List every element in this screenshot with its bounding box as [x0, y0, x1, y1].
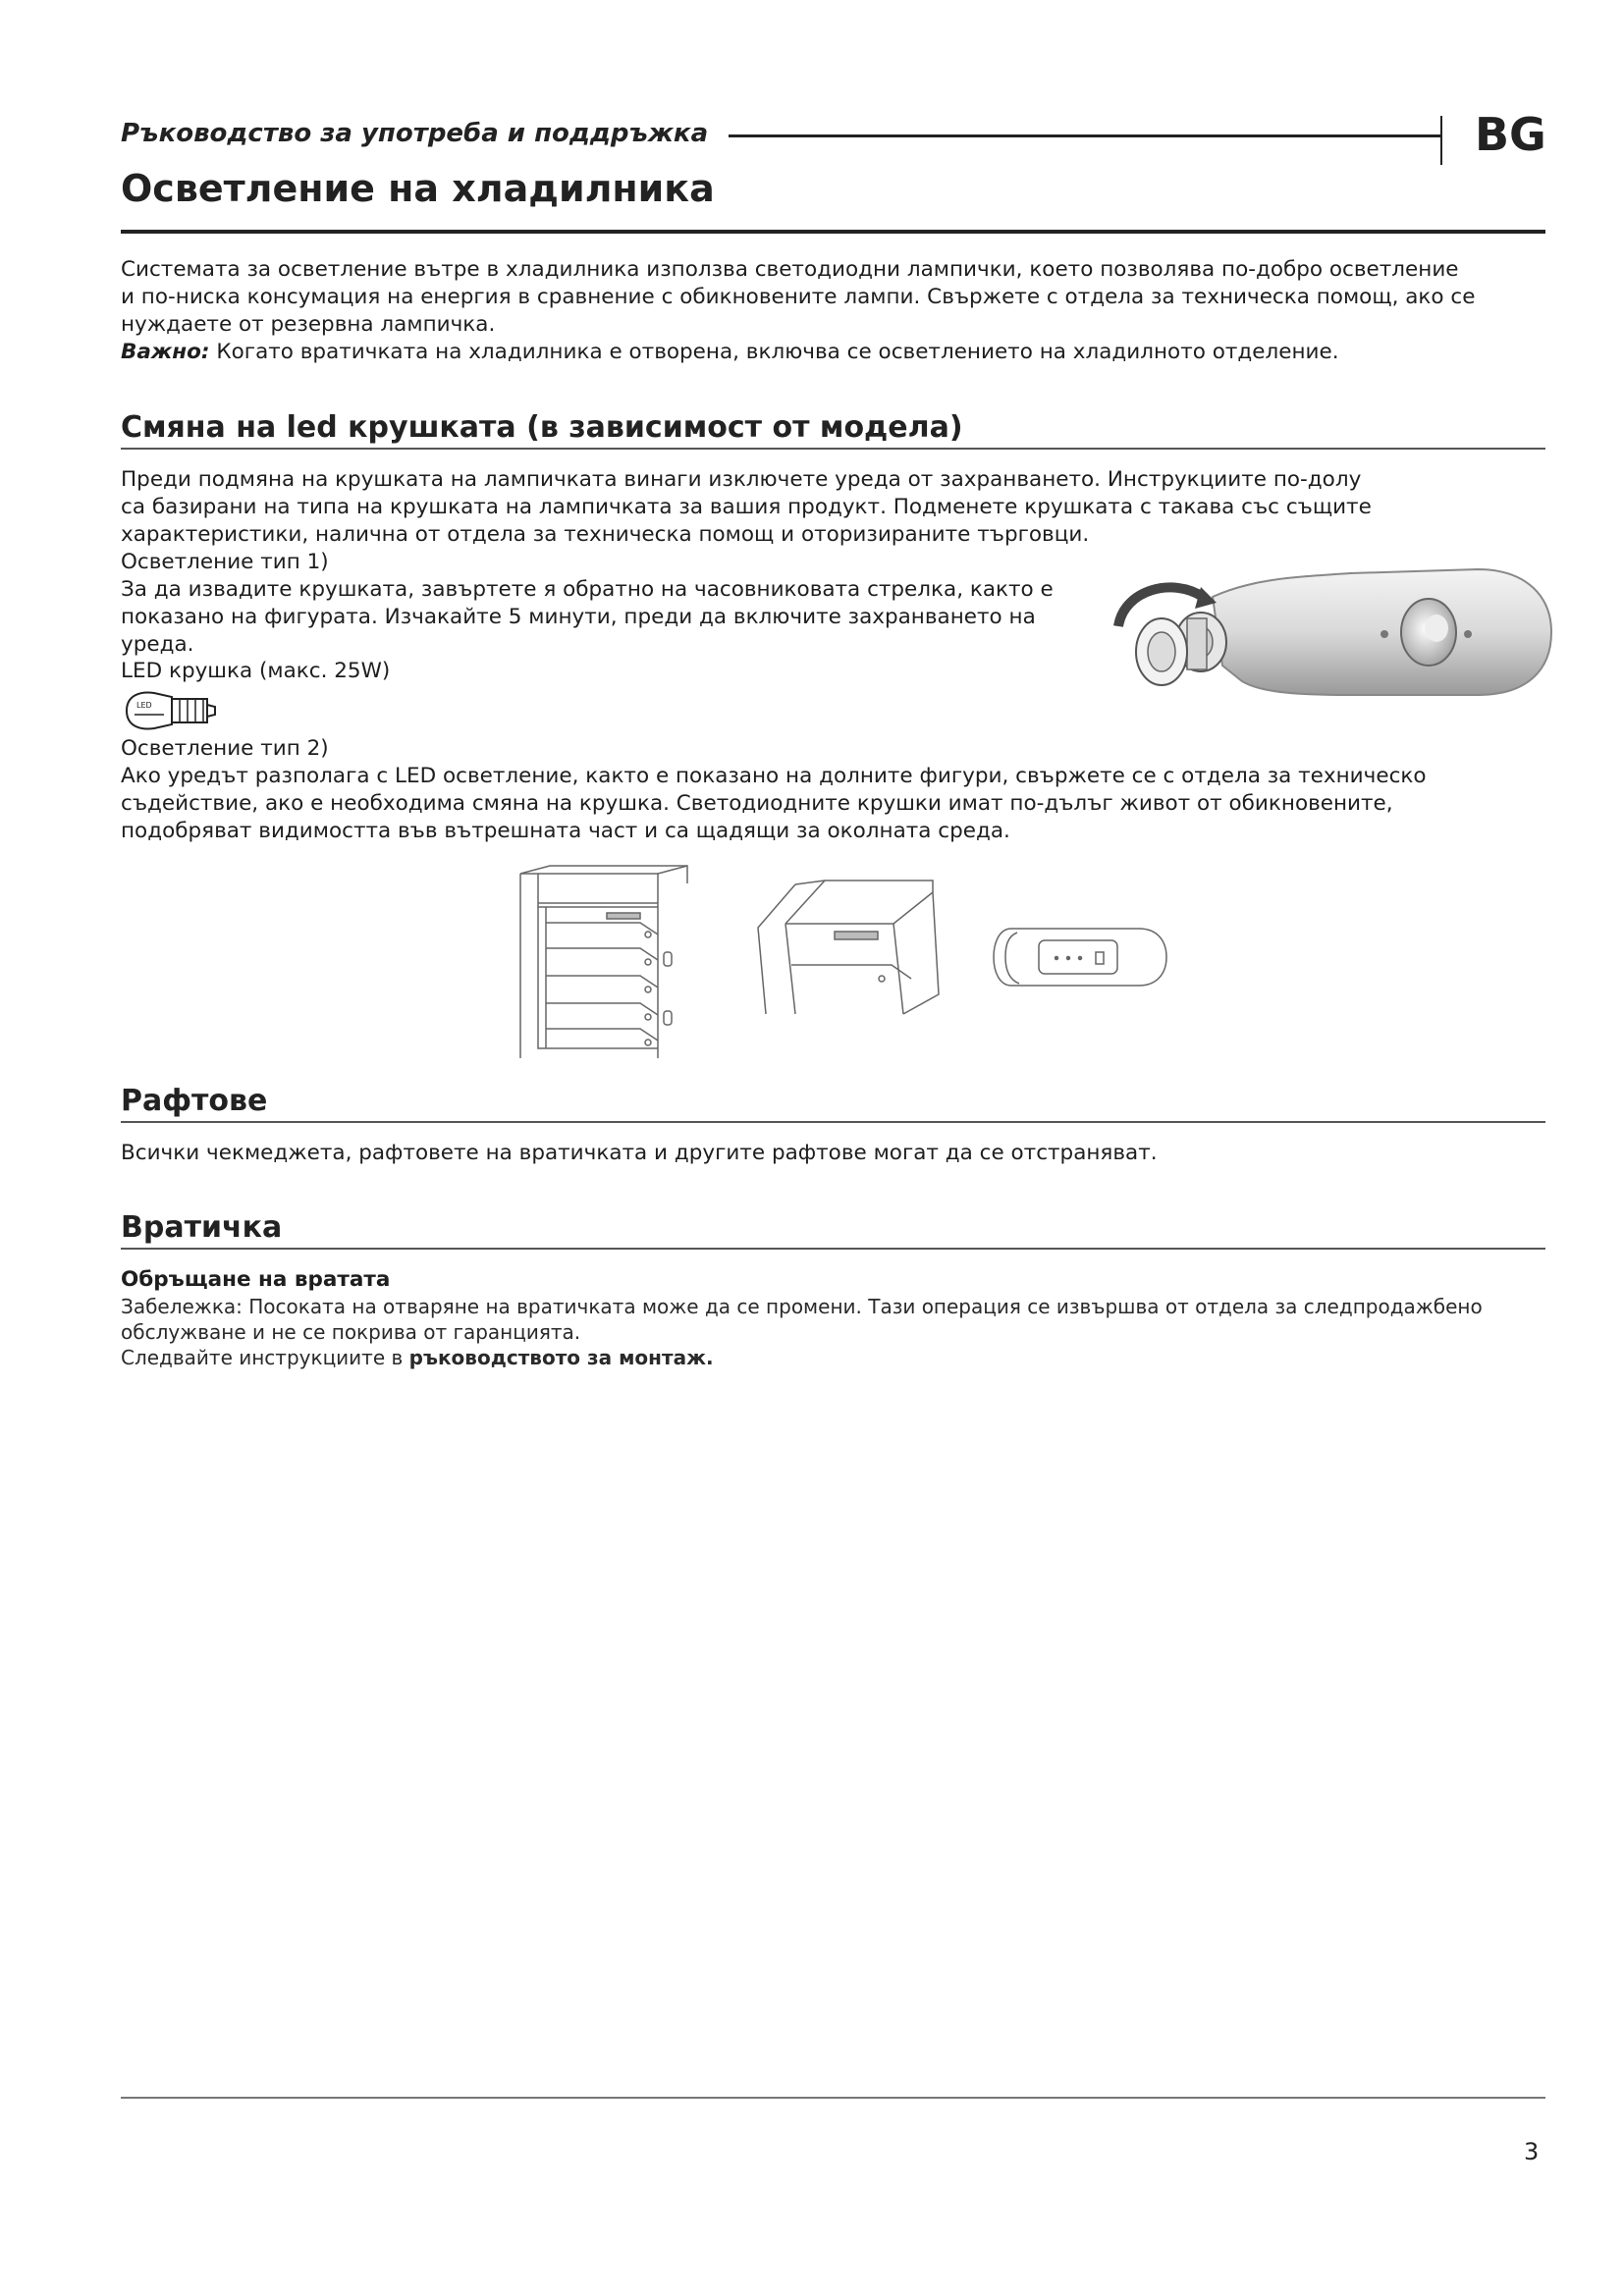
led-line-3: характеристики, налична от отдела за техническа помощ и оторизираните търговци.: [121, 522, 1090, 547]
door-subheading: [121, 1266, 390, 1294]
type1-label: Осветление тип 1): [121, 550, 329, 574]
door-line-2: обслужване и не се покрива от гаранцията.: [121, 1320, 581, 1344]
type2-line-1: Ако уредът разполага с LED осветление, както е показано на долните фигури, свържете се с отдела за техническо: [121, 764, 1427, 788]
shelves-heading: Рафтове: [121, 1084, 268, 1118]
shelves-heading-rule: [121, 1121, 1545, 1123]
type1-line-2: показано на фигурата. Изчакайте 5 минути, преди да включите захранването на: [121, 605, 1036, 629]
type1-line-1: За да извадите крушката, завъртете я обратно на часовниковата стрелка, както е: [121, 577, 1054, 602]
language-code: BG: [1475, 108, 1546, 161]
door-heading-rule: [121, 1248, 1545, 1250]
led-heading-rule: [121, 448, 1545, 450]
door-line-3-prefix: Следвайте инструкциите в: [121, 1346, 409, 1369]
door-line-3-bold: ръководството за монтаж.: [408, 1346, 714, 1369]
header-rule-tick: [1440, 116, 1442, 165]
led-heading: Смяна на led крушката (в зависимост от модела): [121, 410, 963, 445]
lamp-cover-illustration: [1105, 558, 1556, 715]
svg-text:LED: LED: [136, 701, 152, 710]
led-bulb-icon: [121, 687, 239, 734]
bulb-label: LED крушка (макс. 25W): [121, 659, 391, 683]
title-rule: [121, 230, 1545, 234]
fridge-top-illustration: [756, 879, 943, 1016]
fridge-interior-illustration: [511, 864, 697, 1060]
intro-line-2: и по-ниска консумация на енергия в сравнение с обикновените лампи. Свържете с отдела за техническа помощ, ако се: [121, 285, 1476, 309]
footer-rule: [121, 2097, 1545, 2099]
type2-label: Осветление тип 2): [121, 736, 329, 761]
type1-line-3: уреда.: [121, 632, 194, 657]
intro-line-3: нуждаете от резервна лампичка.: [121, 312, 496, 337]
important-text: Когато вратичката на хладилника е отворена, включва се осветлението на хладилното отделение.: [209, 340, 1339, 364]
shelves-text: Всички чекмеджета, рафтовете на вратичката и другите рафтове могат да се отстраняват.: [121, 1141, 1158, 1165]
header-rule: [729, 134, 1441, 137]
intro-important: [121, 339, 1339, 366]
door-subheading-text: Обръщане на вратата: [121, 1267, 391, 1292]
page-number: 3: [1524, 2138, 1540, 2165]
led-module-illustration: [992, 923, 1168, 991]
door-line-3: [121, 1345, 714, 1370]
door-heading: Вратичка: [121, 1210, 283, 1245]
type2-line-3: подобряват видимостта във вътрешната част и са щадящи за околната среда.: [121, 819, 1010, 843]
important-label: Важно:: [121, 340, 210, 364]
page-title: Осветление на хладилника: [121, 167, 715, 210]
header-subtitle: Ръководство за употреба и поддръжка: [121, 119, 709, 148]
intro-line-1: Системата за осветление вътре в хладилника използва светодиодни лампички, което позволява по-добро осветление: [121, 257, 1459, 282]
type2-line-2: съдействие, ако е необходима смяна на крушка. Светодиодните крушки имат по-дълъг живот от обикновените,: [121, 791, 1393, 816]
led-line-1: Преди подмяна на крушката на лампичката винаги изключете уреда от захранването. Инструкциите по-долу: [121, 467, 1362, 492]
led-line-2: са базирани на типа на крушката на лампичката за вашия продукт. Подменете крушката с такава със същите: [121, 495, 1372, 519]
door-line-1: Забележка: Посоката на отваряне на вратичката може да се промени. Тази операция се извършва от отдела за следпродажбено: [121, 1295, 1483, 1318]
